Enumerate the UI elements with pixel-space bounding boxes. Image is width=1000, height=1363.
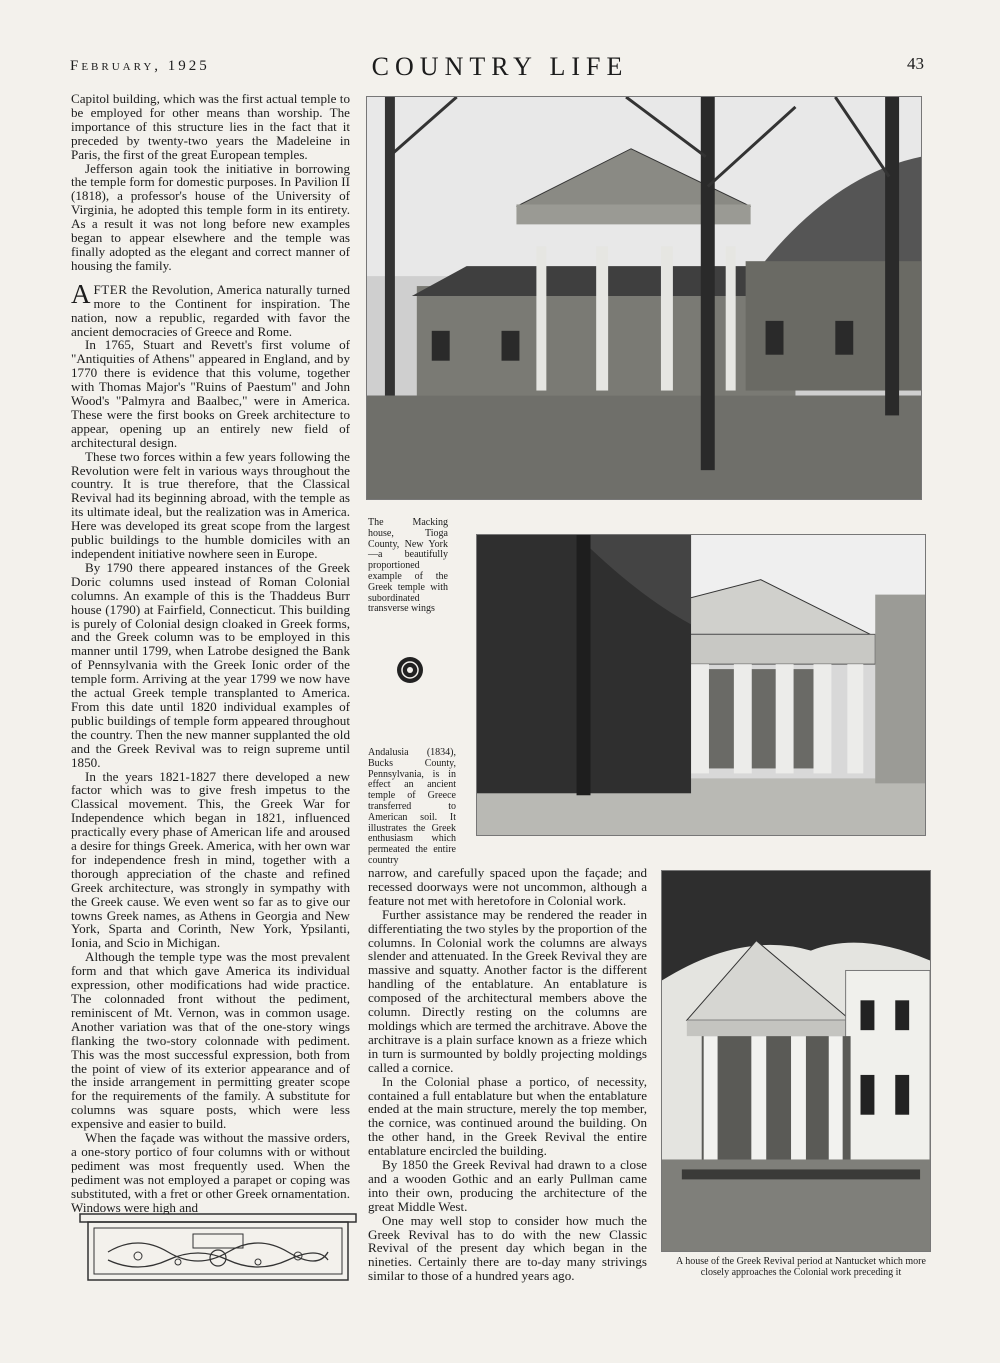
paragraph-text: the Revolution, America naturally turned more to the Continent for inspiration. The nation, now a republic, regarded with favor the ancient democracies of Greece and Rome. xyxy=(71,281,350,339)
caption-andalusia: Andalusia (1834), Bucks County, Pennsylvania, is in effect an ancient temple of Greece transferred to American soil. It illustrates the Greek enthusiasm which permeated the entire country xyxy=(368,747,456,866)
paragraph: Capitol building, which was the first actual temple to be employed for other means than worship. The importance of this structure lies in the fact that it preceded by twenty-two years the Madeleine in Paris, the first of the great European temples. xyxy=(71,91,350,162)
lead-caps: FTER xyxy=(93,281,128,297)
caption-macking-house: The Macking house, Tioga County, New York—a beautifully proportioned example of the Greek temple with subordinated transverse wings xyxy=(368,517,448,615)
paragraph: In the years 1821-1827 there developed a new factor which was to give fresh impetus to the Classical movement. This, the Greek War for Independence which began in 1821, influenced practically every phase of American life and aroused a desire for things Greek. America, with her own war for independence fresh in mind, together with a thorough appreciation of the chaste and refined Greek architecture, was strongly in sympathy with the Greek cause. We even went so far as to give our towns Greek names, as Athens in Georgia and New York, Sparta and Corinth, New York, Ypsilanti, Ionia, and Scio in Michigan. xyxy=(71,768,350,951)
left-column xyxy=(71,92,350,1215)
paragraph: narrow, and carefully spaced upon the façade; and recessed doorways were not uncommon, although a feature not met with heretofore in Colonial work. xyxy=(368,865,647,908)
paragraph: In 1765, Stuart and Revett's first volume of "Antiquities of Athens" appeared in England, and by 1770 there is evidence that this volume, together with Thomas Major's "Ruins of Paestum" and John Wood's "Palmyra and Baalbec," were in America. These were the first books on Greek architecture to appear, opening up an entirely new field of architectural design. xyxy=(71,337,350,450)
caption-nantucket-house: A house of the Greek Revival period at Nantucket which more closely approaches the Colonial work preceding it xyxy=(676,1256,926,1278)
ornament-panel xyxy=(78,1212,358,1284)
paragraph: Further assistance may be rendered the reader in differentiating the two styles by the proportion of the columns. In Colonial work the columns are always slender and attenuated. In the Greek Revival they are massive and squatty. Another factor is the different handling of the entablature. An entablature is composed of the architectural members above the column. Directly resting on the columns are moldings which are termed the architrave. Above the architrave is a plain surface known as a frieze which in turn is surmounted by boldly projecting moldings called a cornice. xyxy=(368,906,647,1075)
paragraph: These two forces within a few years following the Revolution were felt in various ways throughout the country. It is true therefore, that the Classical Revival had its beginning abroad, with the temple as its ultimate ideal, but the realization was in America. Here was developed its great scope from the largest public buildings to the humble domiciles with an independent initiative nowhere seen in Europe. xyxy=(71,448,350,561)
photo-andalusia xyxy=(476,534,926,836)
paragraph xyxy=(71,278,350,339)
paragraph: In the Colonial phase a portico, of necessity, contained a full entablature but when the entablature ended at the main structure, merely the top member, the cornice, was continued around the building. On the other hand, in the Greek Revival the entire entablature encircled the building. xyxy=(368,1073,647,1159)
photo-nantucket-house xyxy=(661,870,931,1252)
page-number: 43 xyxy=(907,54,924,73)
drop-cap: A xyxy=(71,278,91,309)
issue-date: February, 1925 xyxy=(70,58,210,74)
rosette-ornament xyxy=(396,656,424,684)
photo-macking-house xyxy=(366,96,922,500)
paragraph: By 1790 there appeared instances of the Greek Doric columns used instead of Roman Colonial columns. An example of this is the Thaddeus Burr house (1790) at Fairfield, Connecticut. This building is purely of Colonial design cloaked in Greek forms, and the Greek column was to be employed in this manner until 1799, when Latrobe designed the Bank of Pennsylvania with the Greek Ionic order of the temple form. Arriving at the year 1799 we now have the actual Greek temple transplanted to America. From this date until 1820 individual examples of public buildings of temple form appeared throughout the country. Then the new manner supplanted the old and the Greek Revival was to reign supreme until 1850. xyxy=(71,559,350,770)
magazine-title: COUNTRY LIFE xyxy=(371,52,629,81)
paragraph: Although the temple type was the most prevalent form and that which gave America its individual expression, other modifications had wide practice. The colonnaded front without the pediment, reminiscent of Mt. Vernon, was in common usage. Another variation was that of the one-story wings flanking the two-story colonnade with pediment. This was the most successful expression, both from the point of view of its exterior appearance and of the inside arrangement in permitting greater scope for the requirements of the family. A substitute for columns was square posts, which were less expensive and easier to build. xyxy=(71,949,350,1132)
middle-column xyxy=(368,866,647,1283)
paragraph: One may well stop to consider how much the Greek Revival has to do with the new Classic Revival of the present day which began in the nineties. Certainly there are to-day many strivings similar to those of a hundred years ago. xyxy=(368,1212,647,1284)
paragraph: When the façade was without the massive orders, a one-story portico of four columns with or without pediment was most frequently used. When the pediment was not employed a parapet or coping was substituted, with a fret or other Greek ornamentation. Windows were high and xyxy=(71,1130,350,1215)
paragraph: By 1850 the Greek Revival had drawn to a close and a wooden Gothic and an early Pullman came into their own, producing the architecture of the great Middle West. xyxy=(368,1157,647,1214)
paragraph: Jefferson again took the initiative in borrowing the temple form for domestic purposes. In Pavilion II (1818), a professor's house of the University of Virginia, he adopted this temple form in its entirety. As a result it was not long before new examples began to appear elsewhere and the temple was finally adopted as the elegant and correct manner of housing the family. xyxy=(71,160,350,273)
